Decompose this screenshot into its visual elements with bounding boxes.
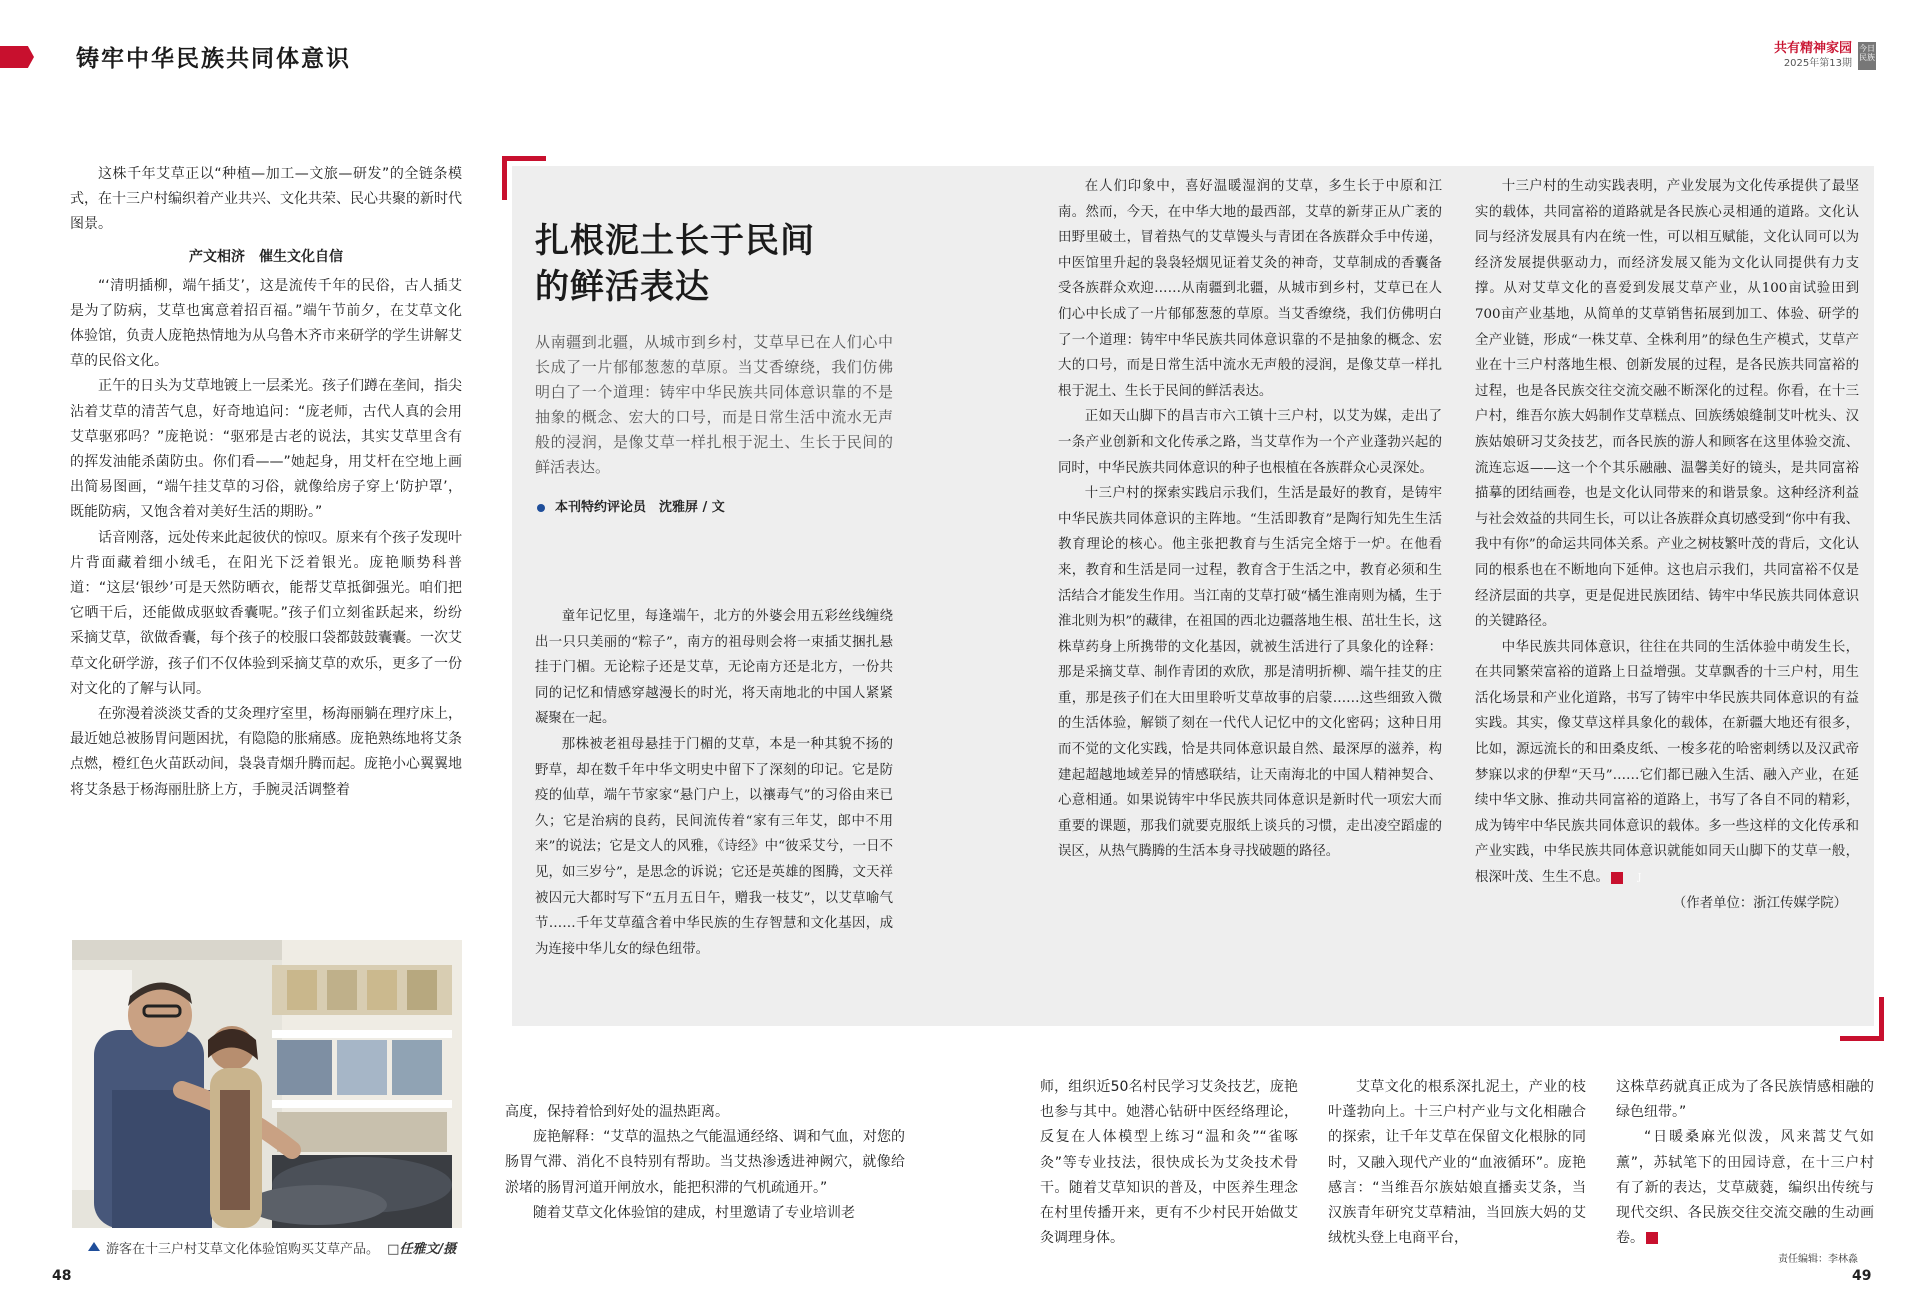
paragraph: 艾草文化的根系深扎泥土，产业的枝叶蓬勃向上。十三户村产业与文化相融合的探索，让千年艾草在保留文化根脉的同时，又融入现代产业的“血液循环”。庞艳感言：“当维吾尔族姑娘直播卖艾条，当汉族青年研究艾草精油，当回族大妈的艾绒枕头登上电商平台， [1328, 1079, 1586, 1247]
subheading: 产文相济 催生文化自信 [189, 248, 343, 265]
bottom-column-b [1040, 1075, 1298, 1251]
paragraph: 童年记忆里，每逢端午，北方的外婆会用五彩丝线缠绕出一只只美丽的“粽子”，南方的祖母则会将一束插艾捆扎悬挂于门楣。无论粽子还是艾草，无论南方还是北方，一份共同的记忆和情感穿越漫长的时光，将天南地北的中国人紧紧凝聚在一起。 [535, 609, 893, 727]
feature-column-2 [1058, 174, 1442, 865]
brand-badge: 今日民族 [1858, 42, 1876, 70]
feature-author [537, 496, 725, 515]
paragraph: 在人们印象中，喜好温暖湿润的艾草，多生长于中原和江南。然而，今天，在中华大地的最西部，艾草的新芽正从广袤的田野里破土，冒着热气的艾草馒头与青团在各族群众手中传递，中医馆里升起的袅袅轻烟见证着艾灸的神奇，艾草制成的香囊备受各族群众欢迎……从南疆到北疆，从城市到乡村，艾草已在人们心中长成了一片郁郁葱葱的草原。当艾香缭绕，我们仿佛明白了一个道理：铸牢中华民族共同体意识靠的不是抽象的概念、宏大的口号，而是日常生活中流水无声般的浸润，是像艾草一样扎根于泥土、生长于民间的鲜活表达。 [1058, 179, 1442, 399]
left-column [70, 162, 462, 803]
paragraph-text: 中华民族共同体意识，往往在共同的生活体验中萌发生长，在共同繁荣富裕的道路上日益增强。艾草飘香的十三户村，用生活化场景和产业化道路，书写了铸牢中华民族共同体意识的有益实践。其实，像艾草这样具象化的载体，在新疆大地还有很多，比如，源远流长的和田桑皮纸、一梭多花的哈密刺绣以及汉武帝梦寐以求的伊犁“天马”……它们都已融入生活、融入产业，在延续中华文脉、推动共同富裕的道路上，书写了各自不同的精彩，成为铸牢中华民族共同体意识的载体。多一些这样的文化传承和产业实践，中华民族共同体意识就能如同天山脚下的艾草一般，根深叶茂、生生不息。 [1475, 639, 1859, 886]
paragraph: 正午的日头为艾草地镀上一层柔光。孩子们蹲在垄间，指尖沾着艾草的清苦气息，好奇地追问：“庞老师，古代人真的会用艾草驱邪吗？”庞艳说：“驱邪是古老的说法，其实艾草里含有的挥发油能杀菌防虫。你们看——”她起身，用艾杆在空地上画出简易图画，“端午挂艾草的习俗，就像给房子穿上‘防护罩’，既能防病，又饱含着对美好生活的期盼。” [70, 378, 462, 521]
box-corner-accent [1840, 1036, 1884, 1041]
end-mark-icon: J [1611, 872, 1623, 884]
bottom-column-a [505, 1100, 905, 1226]
section-title: 铸牢中华民族共同体意识 [76, 45, 351, 72]
paragraph [1616, 1125, 1874, 1251]
article-photo [72, 940, 462, 1228]
paragraph: 这株草药就真正成为了各民族情感相融的绿色纽带。” [1616, 1079, 1874, 1121]
bottom-column-d [1616, 1075, 1874, 1251]
paragraph: 十三户村的探索实践启示我们，生活是最好的教育，是铸牢中华民族共同体意识的主阵地。“生活即教育”是陶行知先生生活教育理论的核心。他主张把教育与生活完全熔于一炉。在他看来，教育和生活是同一过程，教育含于生活之中，教育必须和生活结合才能发生作用。当江南的艾草打破“橘生淮南则为橘，生于淮北则为枳”的藏律，在祖国的西北边疆落地生根、茁壮生长，这株草药身上所携带的文化基因，就被生活进行了具象化的诠释：那是采摘艾草、制作青团的欢欣，那是清明折柳、端午挂艾的庄重，那是孩子们在大田里聆听艾草故事的启蒙……这些细致入微的生活体验，解锁了刻在一代代人记忆中的文化密码；这种日用而不觉的文化实践，恰是共同体意识最自然、最深厚的滋养，构建起超越地域差异的情感联结，让天南海北的中国人精神契合、心意相通。如果说铸牢中华民族共同体意识是新时代一项宏大而重要的课题，那我们就要克服纸上谈兵的习惯，走出凌空蹈虚的误区，从热气腾腾的生活本身寻找破题的路径。 [1058, 486, 1442, 860]
box-corner-accent [1879, 997, 1884, 1041]
feature-lead: 从南疆到北疆，从城市到乡村，艾草早已在人们心中长成了一片郁郁葱葱的草原。当艾香缭绕，我们仿佛明白了一个道理：铸牢中华民族共同体意识靠的不是抽象的概念、宏大的口号，而是日常生活中流水无声般的浸润，是像艾草一样扎根于泥土、生长于民间的鲜活表达。 [535, 333, 893, 476]
author-name: 本刊特约评论员 沈雅屏 / 文 [555, 500, 725, 515]
caption-text: 游客在十三户村艾草文化体验馆购买艾草产品。 [106, 1242, 380, 1257]
issue-number: 2025年第13期 [1783, 58, 1852, 69]
paragraph: 话音刚落，远处传来此起彼伏的惊叹。原来有个孩子发现叶片背面藏着细小绒毛，在阳光下泛着银光。庞艳顺势科普道：“这层‘银纱’可是天然防晒衣，能帮艾草抵御强光。咱们把它晒干后，还能做成驱蚊香囊呢。”孩子们立刻雀跃起来，纷纷采摘艾草，欲做香囊，每个孩子的校服口袋都鼓鼓囊囊。一次艾草文化研学游，孩子们不仅体验到采摘艾草的欢乐，更多了一份对文化的了解与认同。 [70, 529, 462, 697]
page-number-left: 48 [52, 1268, 72, 1284]
author-dot-icon [537, 504, 545, 512]
feature-title [535, 218, 835, 310]
responsible-editor: 责任编辑：李林淼 [1778, 1254, 1858, 1265]
page-number-right: 49 [1852, 1268, 1872, 1284]
box-corner-accent [502, 156, 507, 200]
end-mark-icon: J [1646, 1232, 1658, 1244]
bottom-column-c [1328, 1075, 1586, 1251]
author-unit: （作者单位：浙江传媒学院） [1672, 895, 1847, 911]
paragraph: 高度，保持着恰到好处的温热距离。 [505, 1104, 729, 1120]
box-corner-accent [502, 156, 546, 161]
paragraph: “‘清明插柳，端午插艾’，这是流传千年的民俗，古人插艾是为了防病，艾草也寓意着招百福。”端午节前夕，在艾草文化体验馆，负责人庞艳热情地为从乌鲁木齐市来研学的学生讲解艾草的民俗文化。 [70, 277, 462, 370]
photo-illustration [72, 940, 462, 1228]
caption-triangle-icon [88, 1242, 100, 1251]
paragraph: 在弥漫着淡淡艾香的艾灸理疗室里，杨海丽躺在理疗床上，最近她总被肠胃问题困扰，有隐隐的胀痛感。庞艳熟练地将艾条点燃，橙红色火苗跃动间，袅袅青烟升腾而起。庞艳小心翼翼地将艾条悬于杨海丽肚脐上方，手腕灵活调整着 [70, 706, 462, 798]
paragraph: 正如天山脚下的昌吉市六工镇十三户村，以艾为媒，走出了一条产业创新和文化传承之路，当艾草作为一个产业蓬勃兴起的同时，中华民族共同体意识的种子也根植在各族群众心灵深处。 [1058, 409, 1442, 476]
photo-caption [106, 1238, 456, 1257]
paragraph: 这株千年艾草正以“种植—加工—文旅—研发”的全链条模式，在十三户村编织着产业共兴、文化共荣、民心共聚的新时代图景。 [70, 166, 462, 233]
paragraph-text: “日暖桑麻光似泼，风来蒿艾气如薰”，苏轼笔下的田园诗意，在十三户村有了新的表达，艾草葳蕤，编织出传统与现代交织、各民族交往交流交融的生动画卷。 [1616, 1129, 1874, 1247]
brand-name: 共有精神家园 [1773, 41, 1852, 56]
feature-column-3 [1475, 174, 1859, 916]
header-accent-bar [0, 46, 34, 68]
paragraph: 随着艾草文化体验馆的建成，村里邀请了专业培训老 [533, 1204, 855, 1221]
magazine-brand [1774, 41, 1852, 70]
paragraph: 庞艳解释：“艾草的温热之气能温通经络、调和气血，对您的肠胃气滞、消化不良特别有帮助。当艾热渗透进神阙穴，就像给淤堵的肠胃河道开闸放水，能把积滞的气机疏通开。” [505, 1129, 905, 1196]
paragraph: 十三户村的生动实践表明，产业发展为文化传承提供了最坚实的载体，共同富裕的道路就是各民族心灵相通的道路。文化认同与经济发展具有内在统一性，可以相互赋能，文化认同可以为经济发展提供驱动力，而经济发展又能为文化认同提供有力支撑。从对艾草文化的喜爱到发展艾草产业，从100亩试验田到700亩产业基地，从简单的艾草销售拓展到加工、体验、研学的全产业链，形成“一株艾草、全株利用”的绿色生产模式，艾草产业在十三户村落地生根、创新发展的过程，是各民族共同富裕的过程，也是各民族交往交流交融不断深化的过程。你看，在十三户村，维吾尔族大妈制作艾草糕点、回族绣娘缝制艾叶枕头、汉族姑娘研习艾灸技艺，而各民族的游人和顾客在这里体验交流、流连忘返——这一个个其乐融融、温馨美好的镜头，是共同富裕描摹的团结画卷，也是文化认同带来的和谐景象。这种经济利益与社会效益的共同生长，可以让各族群众真切感受到“你中有我、我中有你”的命运共同体关系。产业之树枝繁叶茂的背后，文化认同的根系也在不断地向下延伸。这也启示我们，共同富裕不仅是经济层面的共享，更是促进民族团结、铸牢中华民族共同体意识的关键路径。 [1475, 179, 1859, 630]
feature-title-line: 扎根泥土长于民间 [535, 221, 815, 261]
paragraph: 师，组织近50名村民学习艾灸技艺，庞艳也参与其中。她潜心钻研中医经络理论，反复在人体模型上练习“温和灸”“雀啄灸”等专业技法，很快成长为艾灸技术骨干。随着艾草知识的普及，中医养生理念在村里传播开来，更有不少村民开始做艾灸调理身体。 [1040, 1079, 1298, 1247]
feature-column-1 [535, 604, 893, 962]
photo-credit: □任雅文/摄 [387, 1242, 457, 1257]
feature-title-line: 的鲜活表达 [535, 267, 710, 307]
paragraph [1475, 635, 1859, 891]
paragraph: 那株被老祖母悬挂于门楣的艾草，本是一种其貌不扬的野草，却在数千年中华文明史中留下了深刻的印记。它是防疫的仙草，端午节家家“悬门户上，以禳毒气”的习俗由来已久；它是治病的良药，民间流传着“家有三年艾，郎中不用来”的说法；它是文人的风雅，《诗经》中“彼采艾兮，一日不见，如三岁兮”，是思念的诉说；它还是英雄的图腾，文天祥被囚元大都时写下“五月五日午，赠我一枝艾”，以艾草喻气节……千年艾草蕴含着中华民族的生存智慧和文化基因，成为连接中华儿女的绿色纽带。 [535, 736, 893, 957]
